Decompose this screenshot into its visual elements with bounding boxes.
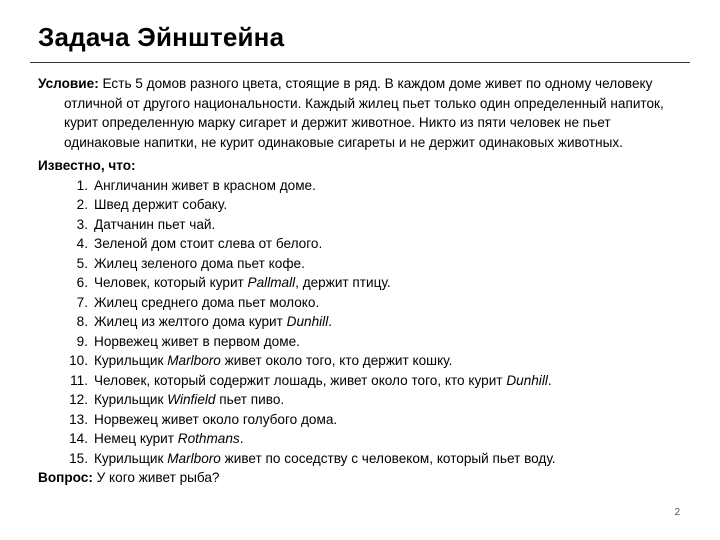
fact-number: 13.	[69, 411, 88, 427]
fact-text-pre: Швед держит собаку.	[94, 197, 228, 212]
fact-number: 6.	[76, 275, 88, 290]
fact-item	[38, 195, 688, 215]
fact-item	[38, 176, 688, 196]
fact-text	[94, 332, 300, 352]
known-heading	[38, 156, 688, 176]
question-paragraph	[38, 468, 688, 488]
fact-item	[38, 371, 688, 391]
fact-text-post: пьет пиво.	[215, 392, 285, 407]
fact-text-pre: Зеленой дом стоит слева от белого.	[94, 236, 323, 251]
fact-item	[38, 254, 688, 274]
fact-text-post: .	[239, 431, 244, 446]
fact-brand-name: Dunhill	[286, 314, 329, 329]
fact-text-pre: Человек, который содержит лошадь, живет около того, кто курит	[94, 372, 507, 388]
fact-text-pre: Жилец среднего дома пьет молоко.	[94, 294, 320, 310]
fact-item	[38, 390, 688, 410]
fact-text-post: .	[328, 314, 332, 329]
fact-text	[94, 293, 319, 313]
fact-brand-name: Marlboro	[167, 450, 221, 466]
fact-number: 3.	[76, 216, 88, 232]
fact-number: 9.	[76, 333, 88, 349]
fact-text	[94, 371, 552, 391]
fact-text	[94, 195, 227, 215]
fact-text-pre: Курильщик	[94, 353, 168, 368]
fact-text	[94, 449, 556, 469]
fact-text-post: , держит птицу.	[295, 275, 391, 290]
fact-text-post: живет около того, кто держит кошку.	[220, 353, 453, 368]
facts-list	[38, 176, 688, 469]
fact-text	[94, 254, 305, 274]
known-label: Известно, что:	[38, 158, 136, 173]
fact-text-pre: Курильщик	[94, 450, 168, 466]
fact-number: 14.	[69, 431, 88, 446]
fact-text	[94, 312, 332, 332]
fact-number: 4.	[76, 236, 88, 251]
fact-text	[94, 273, 391, 293]
fact-number: 11.	[70, 372, 88, 388]
fact-number: 8.	[76, 314, 88, 329]
fact-text-pre: Жилец зеленого дома пьет кофе.	[94, 255, 305, 271]
fact-brand-name: Pallmall	[247, 275, 296, 290]
fact-item	[38, 234, 688, 254]
fact-text	[94, 351, 452, 371]
fact-number: 2.	[76, 197, 88, 212]
fact-text-pre: Жилец из желтого дома курит	[94, 314, 287, 329]
condition-label: Условие:	[38, 76, 99, 91]
page-number: 2	[674, 507, 680, 518]
title-divider	[30, 62, 690, 63]
fact-number: 10.	[69, 353, 88, 368]
fact-text	[94, 215, 215, 235]
fact-text-pre: Норвежец живет в первом доме.	[94, 333, 300, 349]
fact-item	[38, 273, 688, 293]
fact-brand-name: Winfield	[167, 392, 216, 407]
fact-brand-name: Dunhill	[506, 372, 548, 388]
fact-item	[38, 293, 688, 313]
fact-text-pre: Немец курит	[94, 431, 178, 446]
fact-text-post: .	[547, 372, 552, 388]
fact-number: 7.	[76, 294, 88, 310]
fact-item	[38, 410, 688, 430]
fact-item	[38, 429, 688, 449]
slide-body	[38, 74, 688, 488]
fact-brand-name: Rothmans	[177, 431, 240, 446]
fact-text	[94, 410, 337, 430]
fact-item	[38, 215, 688, 235]
fact-text-pre: Датчанин пьет чай.	[94, 216, 216, 232]
fact-brand-name: Marlboro	[167, 353, 221, 368]
fact-number: 15.	[69, 450, 88, 466]
fact-text	[94, 429, 244, 449]
fact-text-pre: Человек, который курит	[94, 275, 248, 290]
fact-text-pre: Англичанин живет в красном доме.	[94, 177, 316, 193]
question-text: У кого живет рыба?	[92, 470, 220, 485]
fact-item	[38, 332, 688, 352]
fact-text-pre: Норвежец живет около голубого дома.	[94, 411, 338, 427]
fact-number: 5.	[76, 255, 88, 271]
fact-item	[38, 449, 688, 469]
fact-text	[94, 390, 284, 410]
fact-number: 1.	[76, 177, 88, 193]
slide-title: Задача Эйнштейна	[38, 22, 285, 52]
fact-text	[94, 234, 322, 254]
fact-text-pre: Курильщик	[94, 392, 168, 407]
fact-text-post: живет по соседству с человеком, который пьет воду.	[220, 450, 556, 466]
fact-text	[94, 176, 316, 196]
fact-item	[38, 351, 688, 371]
condition-paragraph	[38, 74, 688, 152]
fact-number: 12.	[69, 392, 88, 407]
fact-item	[38, 312, 688, 332]
condition-text: Есть 5 домов разного цвета, стоящие в ряд. В каждом доме живет по одному человеку отличной от другого национальности. Каждый жилец пьет только один определенный напиток, курит определенную марку сигарет и держит животное. Никто из пяти человек не пьет одинаковые напитки, не курит одинаковые сигареты и не держит одинаковых животных.	[64, 76, 664, 150]
question-label: Вопрос:	[38, 470, 93, 485]
